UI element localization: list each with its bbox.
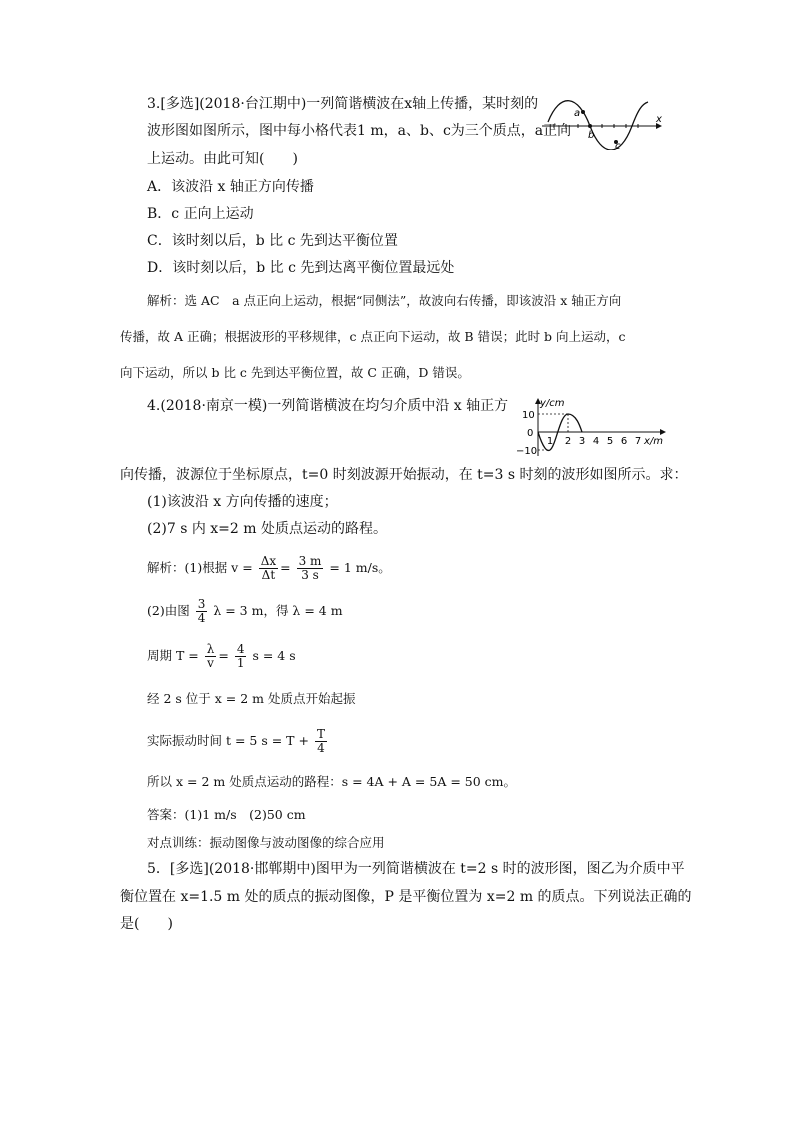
q4-xtick-7: 7: [634, 436, 642, 447]
q3-label-a: a: [574, 108, 581, 119]
q4-actual-time: [147, 726, 329, 756]
q3-analysis-line1: 解析：选 AC a 点正向上运动，根据“同侧法”，故波向右传播，即该波沿 x 轴正方向: [147, 293, 622, 308]
q4-ytick-neg10: −10: [516, 446, 538, 457]
q4-period-frac1: [205, 643, 217, 670]
q4-solution-1: 解析：(1)根据 v = $\frac{\Delta x}{\Delta t}$ = $\frac{3 m}{3 s}$ = 1 m/s。: [147, 554, 391, 582]
q3-stem-line2: 波形图如图所示，图中每小格代表1 m，a、b、c为三个质点，a正向: [147, 123, 572, 139]
q3-point-b: [588, 124, 592, 128]
q4-solution-2: [147, 596, 343, 626]
q4-period: 周期 T = $\frac{\lambda}{v}$ = $\frac{4}{1}$ s = 4 s: [147, 642, 296, 670]
q4-sol1-frac1-den: Δt: [261, 568, 276, 582]
q4-sol2-pre: (2)由图: [147, 603, 190, 618]
q4-actual-frac-num: T: [316, 727, 325, 741]
q4-xtick-6: 6: [620, 436, 628, 447]
q3-analysis-line2: 传播，故 A 正确；根据波形的平移规律，c 点正向下运动，故 B 错误；此时 b 向上运动，c: [120, 329, 626, 344]
q4-period-frac2-den: 1: [236, 656, 245, 670]
training-heading: 对点训练：振动图像与波动图像的综合应用: [147, 835, 385, 850]
q4-sol2-post: λ = 3 m，得 λ = 4 m: [213, 603, 343, 618]
q4-path: 所以 x = 2 m 处质点运动的路程：s = 4A + A = 5A = 50 cm。: [147, 774, 517, 789]
q4-period-post: s = 4 s: [252, 648, 296, 663]
q4-xlabel: x/m: [644, 436, 664, 447]
q3-option-b: B．c 正向上运动: [147, 206, 254, 222]
q3-label-x: x: [656, 114, 662, 125]
q4-sol1-frac2-den: 3 s: [301, 568, 319, 582]
q3-option-c: C．该时刻以后，b 比 c 先到达平衡位置: [147, 233, 398, 249]
q4-xtick-1: 1: [546, 436, 554, 447]
q4-sol1-frac2-num: 3 m: [298, 554, 322, 568]
q4-actual-frac-den: 4: [317, 741, 325, 755]
q4-sol1-frac1-num: Δx: [260, 554, 277, 568]
q4-period-pre: 周期 T =: [147, 648, 199, 663]
q4-xtick-3: 3: [578, 436, 586, 447]
q4-sol1-frac1: [259, 555, 278, 582]
q4-period-frac1-num: λ: [206, 642, 215, 656]
q4-ytick-0: 0: [527, 428, 534, 439]
q4-period-frac2: [235, 643, 247, 670]
q3-analysis-line3: 向下运动，所以 b 比 c 先到达平衡位置，故 C 正确，D 错误。: [120, 365, 470, 380]
q4-sol2-frac: [196, 598, 208, 625]
q4-sol1-pre: 解析：(1)根据 v =: [147, 560, 253, 575]
q4-period-frac2-num: 4: [236, 642, 245, 656]
q3-option-a: A．该波沿 x 轴正方向传播: [147, 179, 314, 195]
q5-stem-line3: 是( ): [120, 916, 173, 932]
q4-xtick-5: 5: [606, 436, 614, 447]
q5-stem-line1: 5．[多选](2018·邯郸期中)图甲为一列简谐横波在 t=2 s 时的波形图，图乙为介质中平: [147, 861, 685, 877]
q5-stem-line2: 衡位置在 x=1.5 m 处的质点的振动图像，P 是平衡位置为 x=2 m 的质点。下列说法正确的: [120, 889, 692, 905]
q4-xtick-4: 4: [592, 436, 600, 447]
q4-answer: 答案：(1)1 m/s (2)50 cm: [147, 807, 306, 822]
q3-stem-line3: 上运动。由此可知( ): [147, 151, 298, 167]
q4-stem-line1: 4.(2018·南京一模)一列简谐横波在均匀介质中沿 x 轴正方: [147, 398, 509, 414]
q4-sol2-frac-num: 3: [197, 597, 206, 611]
q3-label-c: c: [615, 141, 621, 150]
q3-stem-line1: 3.[多选](2018·台江期中)一列简谐横波在x轴上传播，某时刻的: [147, 96, 539, 112]
q4-sub2: (2)7 s 内 x=2 m 处质点运动的路程。: [147, 521, 387, 537]
q4-x-arrow: [660, 429, 666, 435]
q4-sol1-frac2: [297, 555, 324, 582]
q4-after-2s: 经 2 s 位于 x = 2 m 处质点开始起振: [147, 691, 356, 706]
q4-stem-line2: 向传播，波源位于坐标原点，t=0 时刻波源开始振动，在 t=3 s 时刻的波形如图所示。求：: [120, 467, 688, 483]
q4-sol1-post: = 1 m/s。: [329, 560, 391, 575]
q3-wave-figure: [538, 92, 668, 150]
q4-sol2-frac-den: 4: [197, 611, 206, 625]
q3-wave-curve: [548, 101, 648, 150]
q4-actual-pre: 实际振动时间 t = 5 s = T +: [147, 733, 309, 748]
q4-wave-figure: [510, 396, 670, 460]
q3-point-a: [581, 110, 585, 114]
q3-label-b: b: [588, 130, 595, 141]
q4-ylabel: y/cm: [540, 398, 565, 409]
q4-actual-frac: [315, 728, 327, 755]
q3-option-d: D．该时刻以后，b 比 c 先到达离平衡位置最远处: [147, 260, 455, 276]
q4-period-frac1-den: v: [207, 656, 214, 670]
q4-ytick-10: 10: [522, 410, 535, 421]
q4-sub1: (1)该波沿 x 方向传播的速度；: [147, 494, 338, 510]
q4-xtick-2: 2: [564, 436, 572, 447]
